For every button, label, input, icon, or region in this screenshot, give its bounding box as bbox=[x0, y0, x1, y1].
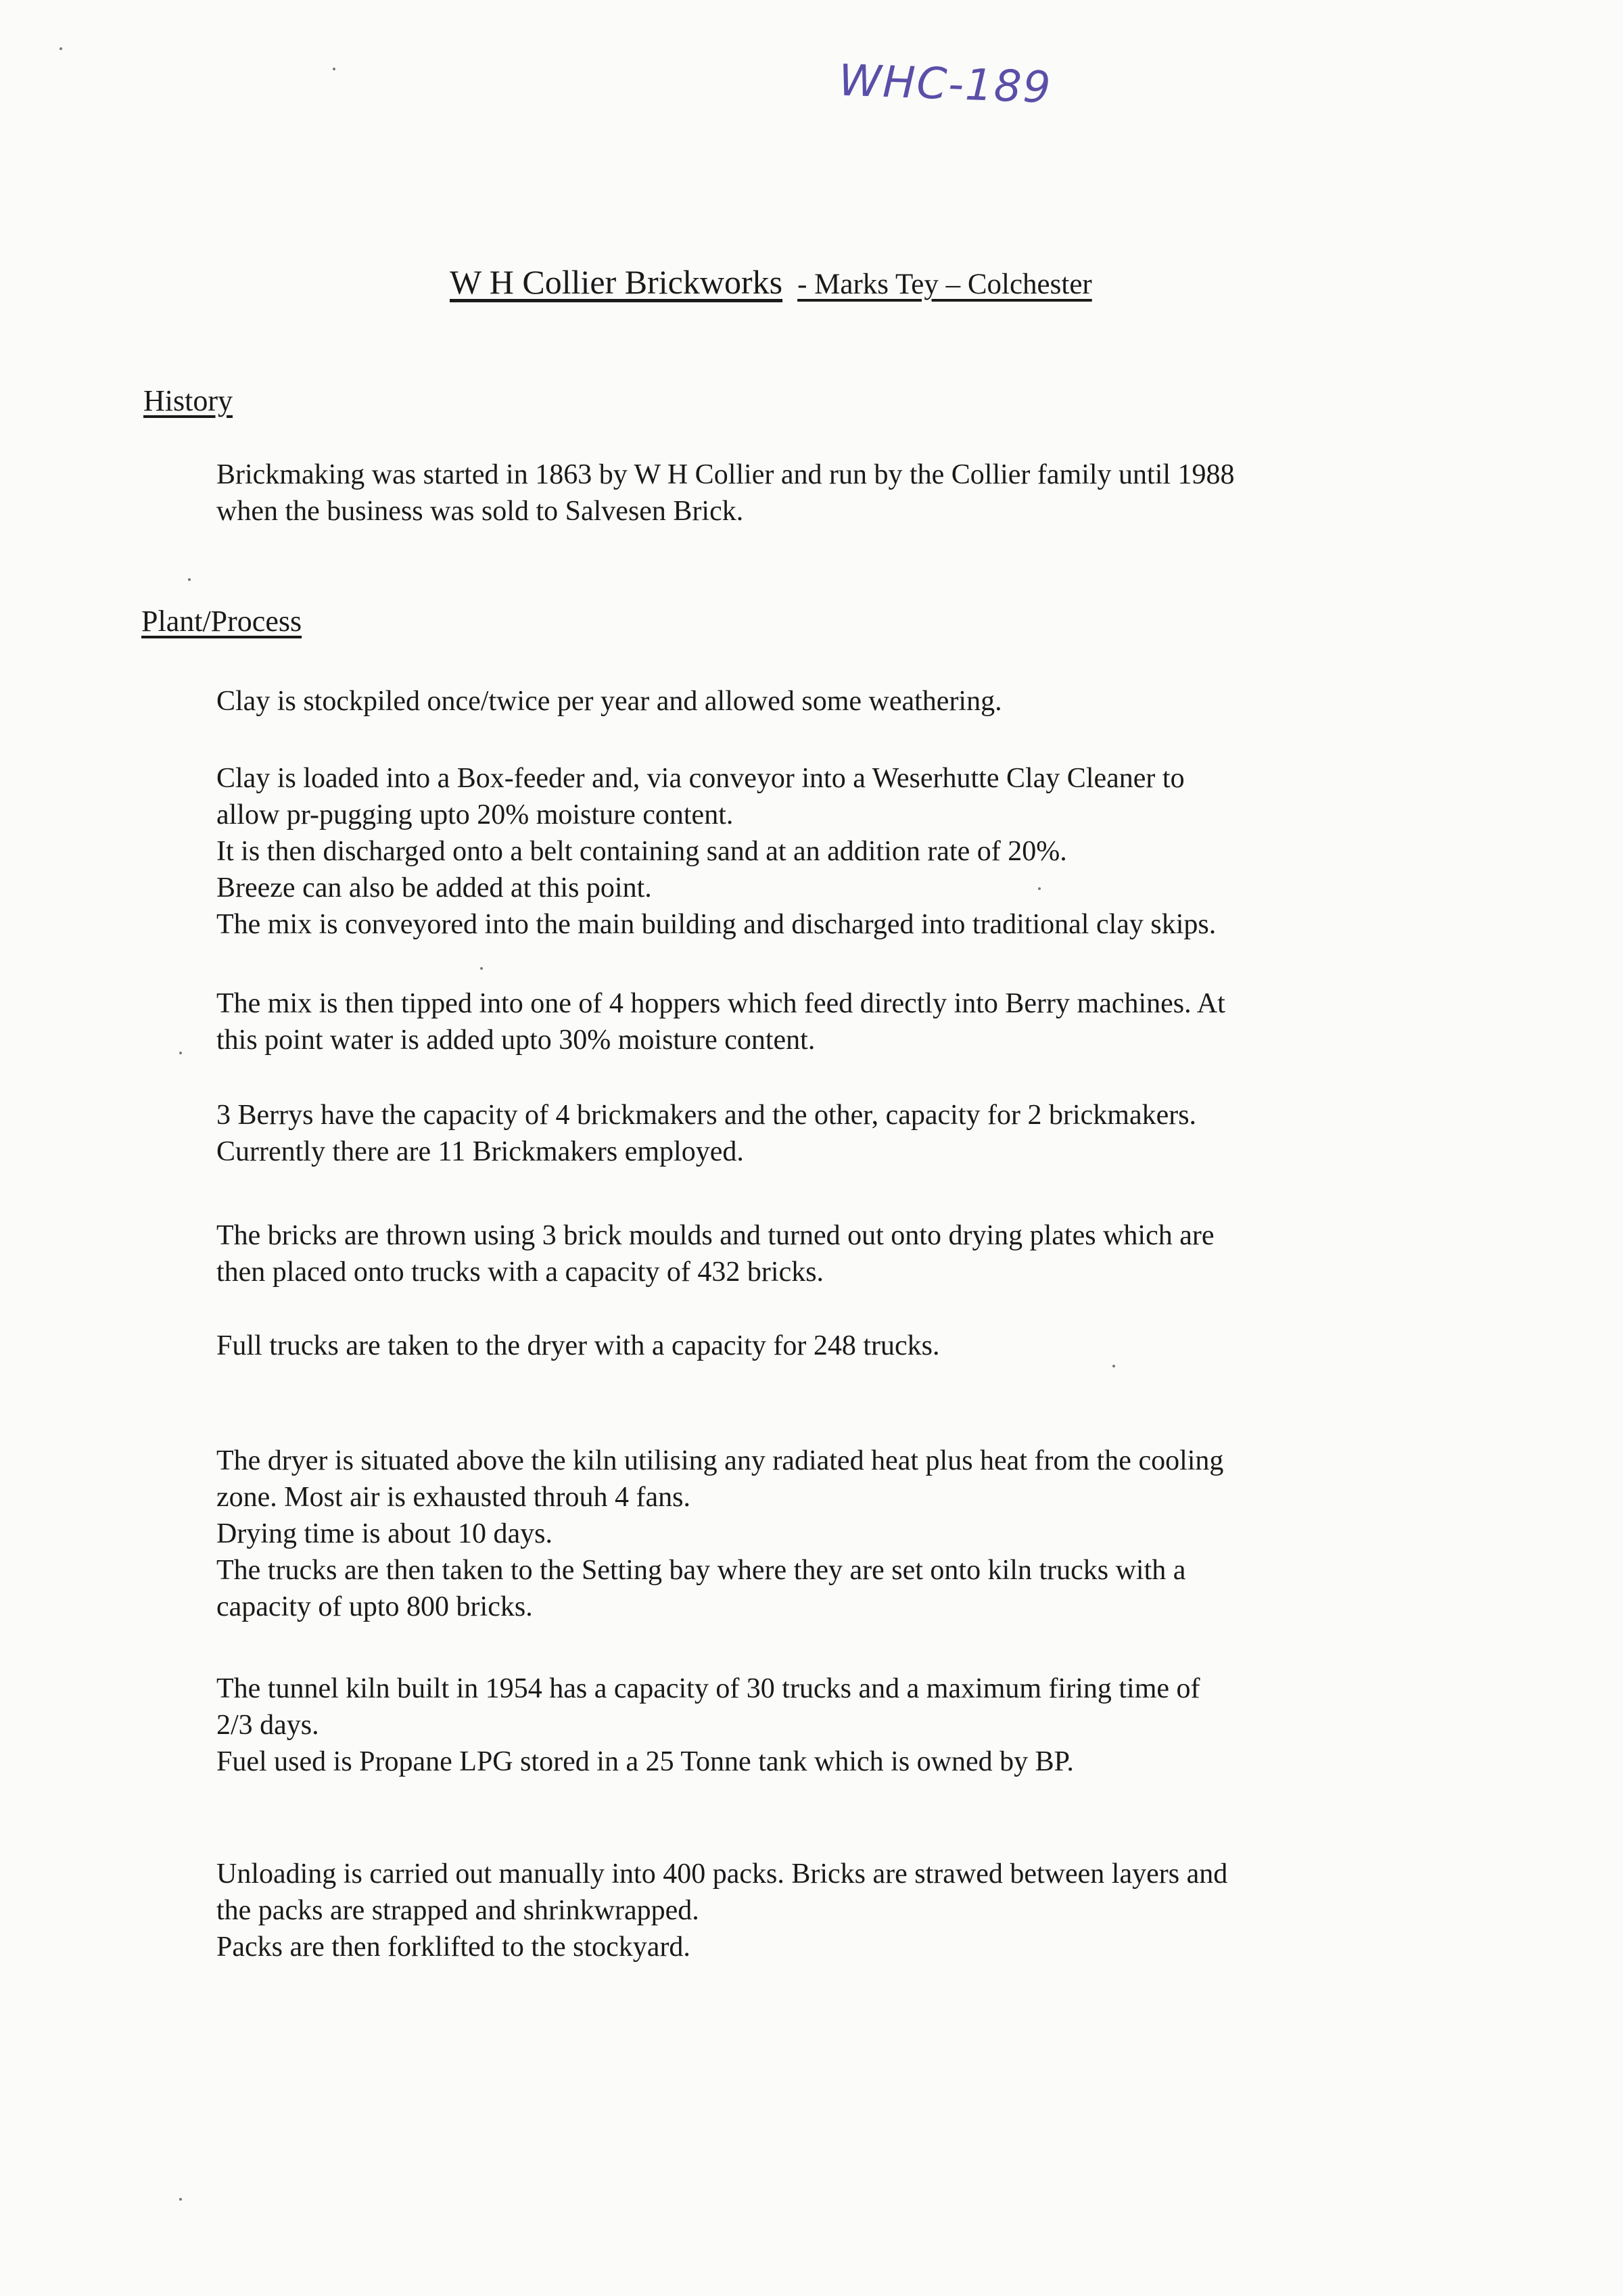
text-line: this point water is added upto 30% moisture content. bbox=[216, 1025, 816, 1056]
scan-speck bbox=[60, 47, 62, 50]
text-line: the packs are strapped and shrinkwrapped. bbox=[216, 1895, 699, 1926]
scan-speck bbox=[480, 967, 483, 970]
process-paragraph bbox=[216, 683, 1002, 720]
text-line: The tunnel kiln built in 1954 has a capacity of 30 trucks and a maximum firing time of bbox=[216, 1673, 1200, 1704]
title-main: W H Collier Brickworks bbox=[450, 263, 783, 301]
document-title bbox=[450, 262, 1092, 302]
scan-speck bbox=[1038, 887, 1041, 890]
text-line: Clay is stockpiled once/twice per year and allowed some weathering. bbox=[216, 686, 1002, 717]
scan-speck bbox=[179, 1052, 182, 1054]
scan-speck bbox=[1112, 1365, 1115, 1367]
text-line: Unloading is carried out manually into 400 packs. Bricks are strawed between layers and bbox=[216, 1858, 1228, 1890]
text-line: It is then discharged onto a belt containing sand at an addition rate of 20%. bbox=[216, 836, 1067, 867]
process-paragraph bbox=[216, 1097, 1196, 1170]
process-paragraph bbox=[216, 1670, 1200, 1780]
process-paragraph bbox=[216, 985, 1225, 1058]
text-line: Brickmaking was started in 1863 by W H Collier and run by the Collier family until 1988 bbox=[216, 459, 1235, 490]
text-line: allow pr-pugging upto 20% moisture content. bbox=[216, 799, 734, 830]
process-paragraph bbox=[216, 1443, 1223, 1625]
text-line: Fuel used is Propane LPG stored in a 25 Tonne tank which is owned by BP. bbox=[216, 1746, 1074, 1777]
text-line: when the business was sold to Salvesen Brick. bbox=[216, 496, 744, 527]
scan-speck bbox=[179, 2198, 182, 2201]
text-line: The bricks are thrown using 3 brick moulds and turned out onto drying plates which are bbox=[216, 1220, 1215, 1251]
process-paragraph bbox=[216, 1217, 1215, 1290]
text-line: The mix is conveyored into the main building and discharged into traditional clay skips. bbox=[216, 909, 1217, 940]
plant-process-heading: Plant/Process bbox=[141, 605, 302, 638]
text-line: 2/3 days. bbox=[216, 1710, 319, 1741]
text-line: Clay is loaded into a Box-feeder and, via conveyor into a Weserhutte Clay Cleaner to bbox=[216, 763, 1185, 794]
title-location: - Marks Tey – Colchester bbox=[797, 268, 1092, 300]
text-line: The trucks are then taken to the Setting bay where they are set onto kiln trucks with a bbox=[216, 1555, 1186, 1586]
history-paragraph bbox=[216, 456, 1235, 530]
history-heading: History bbox=[143, 384, 233, 417]
handwritten-reference-code: WHC-189 bbox=[837, 55, 1053, 114]
text-line: 3 Berrys have the capacity of 4 brickmakers and the other, capacity for 2 brickmakers. bbox=[216, 1100, 1197, 1131]
text-line: Breeze can also be added at this point. bbox=[216, 872, 652, 904]
process-paragraph bbox=[216, 1328, 939, 1364]
scan-speck bbox=[188, 578, 191, 581]
process-paragraph bbox=[216, 760, 1216, 943]
text-line: Drying time is about 10 days. bbox=[216, 1518, 552, 1549]
text-line: Currently there are 11 Brickmakers employed. bbox=[216, 1136, 744, 1167]
text-line: The dryer is situated above the kiln utilising any radiated heat plus heat from the cooling bbox=[216, 1445, 1224, 1476]
text-line: then placed onto trucks with a capacity of 432 bricks. bbox=[216, 1257, 824, 1288]
text-line: Packs are then forklifted to the stockyard. bbox=[216, 1931, 690, 1963]
text-line: zone. Most air is exhausted throuh 4 fans. bbox=[216, 1482, 691, 1513]
text-line: Full trucks are taken to the dryer with a capacity for 248 trucks. bbox=[216, 1330, 940, 1361]
scan-speck bbox=[333, 68, 335, 70]
process-paragraph bbox=[216, 1856, 1227, 1965]
text-line: The mix is then tipped into one of 4 hoppers which feed directly into Berry machines. At bbox=[216, 988, 1225, 1019]
text-line: capacity of upto 800 bricks. bbox=[216, 1591, 533, 1622]
